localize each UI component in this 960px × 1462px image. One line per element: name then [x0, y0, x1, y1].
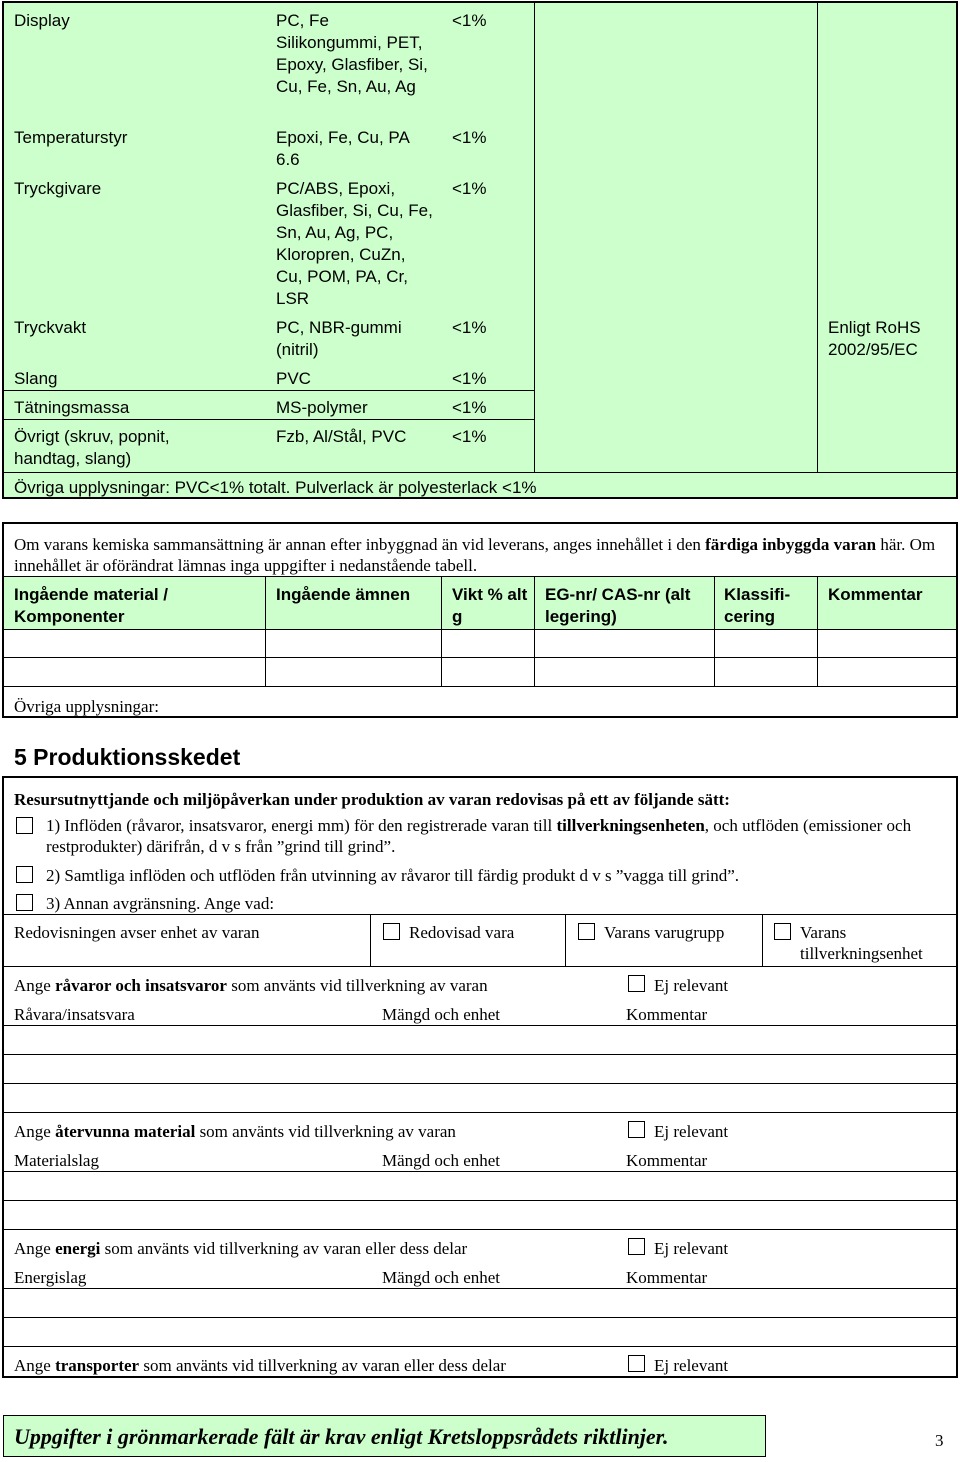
materials-cell: PC, NBR-gummi (nitril)	[276, 318, 402, 359]
component-cell: Slang	[14, 369, 58, 388]
component-cell: Övrigt (skruv, popnit, handtag, slang)	[14, 427, 170, 468]
energy-not-relevant-checkbox[interactable]	[628, 1238, 645, 1255]
raw-col-material: Råvara/insatsvara	[14, 1005, 135, 1024]
energy-col-comment: Kommentar	[626, 1268, 708, 1287]
weight-cell: <1%	[452, 398, 487, 417]
component-cell: Tryckvakt	[14, 318, 87, 337]
built-in-other-info: Övriga upplysningar:	[14, 697, 159, 716]
energy-not-relevant-label: Ej relevant	[654, 1239, 729, 1258]
report-opt3-label: Varans tillverkningsenhet	[800, 923, 923, 963]
option2-checkbox[interactable]	[16, 866, 33, 883]
raw-not-relevant-label: Ej relevant	[654, 976, 729, 995]
report-opt1-checkbox[interactable]	[383, 923, 400, 940]
weight-cell: <1%	[452, 427, 487, 446]
option3-checkbox[interactable]	[16, 894, 33, 911]
raw-col-amount: Mängd och enhet	[382, 1005, 501, 1024]
header-ec-cas: EG-nr/ CAS-nr (alt legering)	[545, 585, 691, 626]
header-substances: Ingående ämnen	[276, 585, 411, 604]
weight-cell: <1%	[452, 11, 487, 30]
header-classification: Klassifi-cering	[724, 585, 791, 626]
materials-table-background	[3, 3, 535, 499]
footer-note: Uppgifter i grönmarkerade fält är krav enligt Kretsloppsrådets riktlinjer.	[14, 1424, 669, 1449]
transport-title: Ange transporter som använts vid tillverkning av varan eller dess delar	[14, 1356, 506, 1375]
energy-title: Ange energi som använts vid tillverkning av varan eller dess delar	[14, 1239, 468, 1258]
component-cell: Display	[14, 11, 70, 30]
report-opt2-label: Varans varugrupp	[604, 923, 725, 942]
raw-not-relevant-checkbox[interactable]	[628, 975, 645, 992]
materials-cell: PC/ABS, Epoxi, Glasfiber, Si, Cu, Fe, Sn, Au, Ag, PC, Kloropren, CuZn, Cu, POM, PA, Cr, LSR	[276, 179, 433, 308]
recycled-title: Ange återvunna material som använts vid tillverkning av varan	[14, 1122, 456, 1141]
recycled-not-relevant-label: Ej relevant	[654, 1122, 729, 1141]
section-intro: Resursutnyttjande och miljöpåverkan under produktion av varan redovisas på ett av följande sätt:	[14, 790, 730, 809]
energy-col-amount: Mängd och enhet	[382, 1268, 501, 1287]
energy-col-type: Energislag	[14, 1268, 87, 1287]
page-number: 3	[935, 1431, 944, 1450]
weight-cell: <1%	[452, 128, 487, 147]
materials-cell: Epoxi, Fe, Cu, PA 6.6	[276, 128, 409, 169]
materials-cell: Fzb, Al/Stål, PVC	[276, 427, 407, 446]
built-in-intro: Om varans kemiska sammansättning är annan efter inbyggnad än vid leverans, anges innehållet i den färdiga inbyggda varan här. Om innehållet är oförändrat lämnas inga uppgifter i nedanstående tabell.	[14, 535, 936, 575]
option1-checkbox[interactable]	[16, 817, 33, 834]
recycled-col-amount: Mängd och enhet	[382, 1151, 501, 1170]
weight-cell: <1%	[452, 318, 487, 337]
transport-not-relevant-label: Ej relevant	[654, 1356, 729, 1375]
transport-not-relevant-checkbox[interactable]	[628, 1355, 645, 1372]
report-opt3-checkbox[interactable]	[774, 923, 791, 940]
recycled-not-relevant-checkbox[interactable]	[628, 1121, 645, 1138]
materials-other-info: Övriga upplysningar: PVC<1% totalt. Pulverlack är polyesterlack <1%	[14, 478, 537, 497]
option1-text: 1) Inflöden (råvaror, insatsvaror, energi mm) för den registrerade varan till tillverkningsenheten, och utflöden (emissioner och restprodukter) därifrån, d v s från ”grind till grind”.	[46, 816, 912, 856]
raw-materials-title: Ange råvaror och insatsvaror som använts vid tillverkning av varan	[14, 976, 488, 995]
materials-table-right-background	[535, 3, 957, 499]
materials-cell: PVC	[276, 369, 311, 388]
weight-cell: <1%	[452, 369, 487, 388]
header-comment: Kommentar	[828, 585, 923, 604]
option3-text: 3) Annan avgränsning. Ange vad:	[46, 894, 275, 913]
component-cell: Tryckgivare	[14, 179, 102, 198]
header-components: Ingående material / Komponenter	[14, 585, 168, 626]
header-weight: Vikt % alt g	[452, 585, 528, 626]
materials-cell: PC, Fe Silikongummi, PET, Epoxy, Glasfiber, Si, Cu, Fe, Sn, Au, Ag	[276, 11, 428, 96]
section-heading: 5 Produktionsskedet	[14, 744, 241, 770]
materials-cell: MS-polymer	[276, 398, 368, 417]
recycled-col-comment: Kommentar	[626, 1151, 708, 1170]
report-unit-label: Redovisningen avser enhet av varan	[14, 923, 260, 942]
option2-text: 2) Samtliga inflöden och utflöden från utvinning av råvaror till färdig produkt d v s ”vagga till grind”.	[46, 866, 740, 885]
raw-col-comment: Kommentar	[626, 1005, 708, 1024]
component-cell: Tätningsmassa	[14, 398, 130, 417]
report-opt1-label: Redovisad vara	[409, 923, 515, 942]
component-cell: Temperaturstyr	[14, 128, 128, 147]
report-opt2-checkbox[interactable]	[578, 923, 595, 940]
weight-cell: <1%	[452, 179, 487, 198]
recycled-col-material: Materialslag	[14, 1151, 99, 1170]
comment-cell: Enligt RoHS 2002/95/EC	[828, 318, 921, 359]
